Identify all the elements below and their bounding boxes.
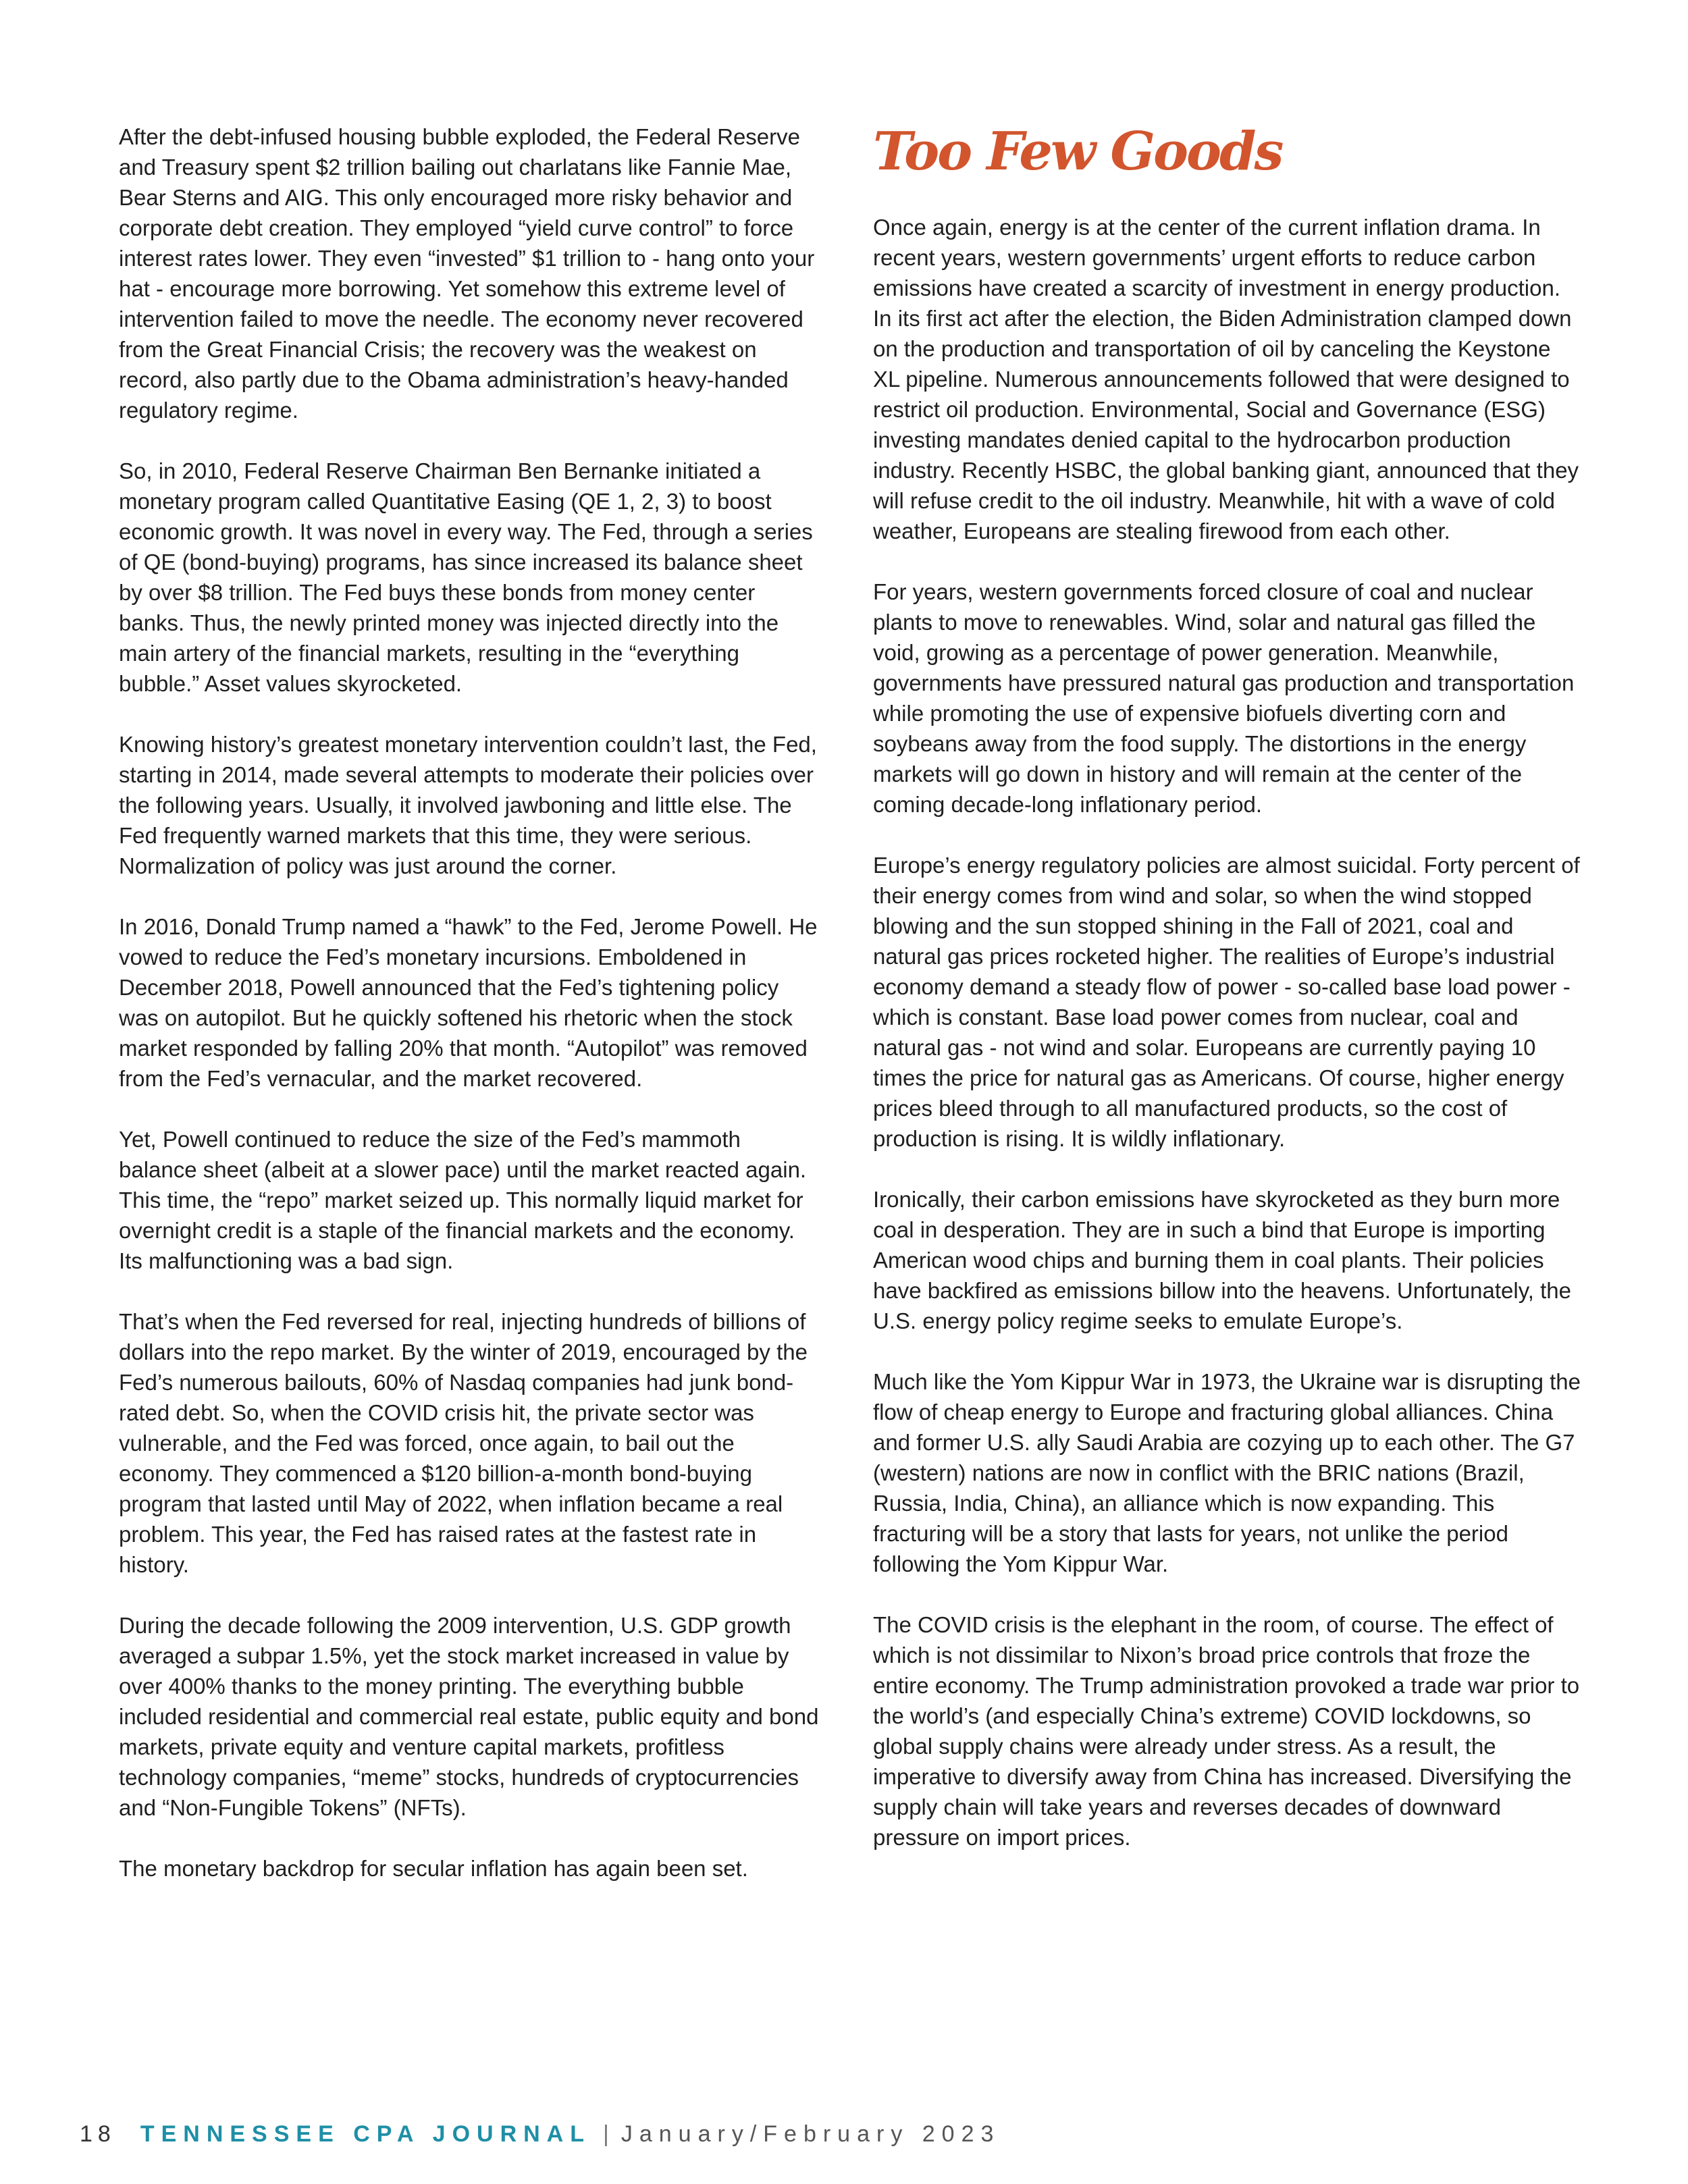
body-paragraph: Much like the Yom Kippur War in 1973, the Ukraine war is disrupting the flow of cheap energy to Europe and fracturing global alliances. China and former U.S. ally Saudi Arabia are cozying up to each other. The G7 (western) nations are now in conflict with the BRIC nations (Brazil, Russia, India, China), an alliance which is now expanding. This fracturing will be a story that lasts for years, not unlike the period following the Yom Kippur War. [873, 1369, 1581, 1576]
body-paragraph: So, in 2010, Federal Reserve Chairman Ben Bernanke initiated a monetary program called Quantitative Easing (QE 1, 2, 3) to boost economic growth. It was novel in every way. The Fed, through a series of QE (bond-buying) programs, has since increased its balance sheet by over $8 trillion. The Fed buys these bonds from money center banks. Thus, the newly printed money was injected directly into the main artery of the financial markets, resulting in the “everything bubble.” Asset values skyrocketed. [119, 458, 813, 696]
body-paragraph: After the debt-infused housing bubble exploded, the Federal Reserve and Treasury spent $2 trillion bailing out charlatans like Fannie Mae, Bear Sterns and AIG. This only encouraged more risky behavior and corporate debt creation. They employed “yield curve control” to force interest rates lower. They even “invested” $1 trillion to - hang onto your hat - encourage more borrowing. Yet somehow this extreme level of intervention failed to move the needle. The economy never recovered from the Great Financial Crisis; the recovery was the weakest on record, also partly due to the Obama administration’s heavy-handed regulatory regime. [119, 124, 815, 423]
body-paragraph: Ironically, their carbon emissions have skyrocketed as they burn more coal in desperation. They are in such a bind that Europe is importing American wood chips and burning them in coal plants. Their policies have backfired as emissions billow into the heavens. Unfortunately, the U.S. energy policy regime seeks to emulate Europe’s. [873, 1187, 1571, 1333]
journal-name: TENNESSEE CPA JOURNAL [140, 2121, 591, 2147]
right-column [873, 122, 1582, 1853]
body-paragraph: Europe’s energy regulatory policies are almost suicidal. Forty percent of their energy comes from wind and solar, so when the wind stopped blowing and the sun stopped shining in the Fall of 2021, coal and natural gas prices rocketed higher. The realities of Europe’s industrial economy demand a steady flow of power - so-called base load power - which is constant. Base load power comes from nuclear, coal and natural gas - not wind and solar. Europeans are currently paying 10 times the price for natural gas as Americans. Of course, higher energy prices bleed through to all manufactured products, so the cost of production is rising. It is wildly inflationary. [873, 853, 1580, 1151]
page-footer [80, 2121, 1000, 2155]
footer-separator: | [603, 2121, 609, 2147]
page-number: 18 [80, 2121, 116, 2147]
left-column [119, 122, 821, 1884]
body-paragraph: Yet, Powell continued to reduce the size of the Fed’s mammoth balance sheet (albeit at a slower pace) until the market reacted again. This time, the “repo” market seized up. This normally liquid market for overnight credit is a staple of the financial markets and the economy. Its malfunctioning was a bad sign. [119, 1127, 807, 1273]
body-paragraph: For years, western governments forced closure of coal and nuclear plants to move to renewables. Wind, solar and natural gas filled the void, growing as a percentage of power generation. Meanwhile, governments have pressured natural gas production and transportation while promoting the use of expensive biofuels diverting corn and soybeans away from the food supply. The distortions in the energy markets will go down in history and will remain at the center of the coming decade-long inflationary period. [873, 579, 1575, 817]
body-paragraph: The COVID crisis is the elephant in the room, of course. The effect of which is not dissimilar to Nixon’s broad price controls that froze the entire economy. The Trump administration provoked a trade war prior to the world’s (and especially China’s extreme) COVID lockdowns, so global supply chains were already under stress. As a result, the imperative to diversify away from China has increased. Diversifying the supply chain will take years and reverses decades of downward pressure on import prices. [873, 1612, 1580, 1850]
issue-date: January/February 2023 [621, 2121, 1001, 2147]
body-paragraph: The monetary backdrop for secular inflation has again been set. [119, 1856, 748, 1881]
section-title: Too Few Goods [873, 121, 1282, 182]
body-paragraph: Knowing history’s greatest monetary intervention couldn’t last, the Fed, starting in 2014, made several attempts to moderate their policies over the following years. Usually, it involved jawboning and little else. The Fed frequently warned markets that this time, they were serious. Normalization of policy was just around the corner. [119, 732, 817, 878]
body-paragraph: In 2016, Donald Trump named a “hawk” to the Fed, Jerome Powell. He vowed to reduce the Fed’s monetary incursions. Emboldened in December 2018, Powell announced that the Fed’s tightening policy was on autopilot. But he quickly softened his rhetoric when the stock market responded by falling 20% that month. “Autopilot” was removed from the Fed’s vernacular, and the market recovered. [119, 914, 818, 1091]
body-paragraph: During the decade following the 2009 intervention, U.S. GDP growth averaged a subpar 1.5%, yet the stock market increased in value by over 400% thanks to the money printing. The everything bubble included residential and commercial real estate, public equity and bond markets, private equity and venture capital markets, profitless technology companies, “meme” stocks, hundreds of cryptocurrencies and “Non-Fungible Tokens” (NFTs). [119, 1613, 819, 1820]
body-paragraph: Once again, energy is at the center of the current inflation drama. In recent years, western governments’ urgent efforts to reduce carbon emissions have created a scarcity of investment in energy production. In its first act after the election, the Biden Administration clamped down on the production and transportation of oil by canceling the Keystone XL pipeline. Numerous announcements followed that were designed to restrict oil production. Environmental, Social and Governance (ESG) investing mandates denied capital to the hydrocarbon production industry. Recently HSBC, the global banking giant, announced that they will refuse credit to the oil industry. Meanwhile, hit with a wave of cold weather, Europeans are stealing firewood from each other. [873, 215, 1579, 543]
body-paragraph: That’s when the Fed reversed for real, injecting hundreds of billions of dollars into the repo market. By the winter of 2019, encouraged by the Fed’s numerous bailouts, 60% of Nasdaq companies had junk bond-rated debt. So, when the COVID crisis hit, the private sector was vulnerable, and the Fed was forced, once again, to bail out the economy. They commenced a $120 billion-a-month bond-buying program that lasted until May of 2022, when inflation became a real problem. This year, the Fed has raised rates at the fastest rate in history. [119, 1309, 808, 1577]
